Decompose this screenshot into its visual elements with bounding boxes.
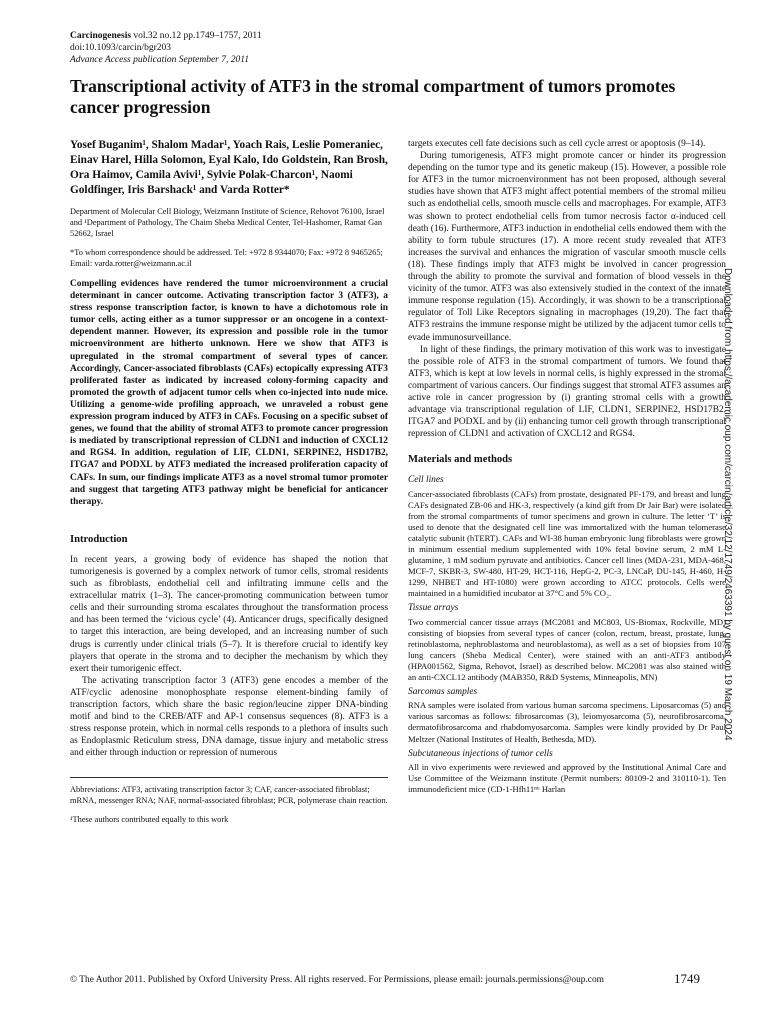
cell-lines-text: Cancer-associated fibroblasts (CAFs) from prostate, designated PF-179, and breast and lung CAFs designated ZB-06 and HK-3, respectively (a kind gift from Dr Jair Bar) were isolated from the stromal compartments of tumor specimens and grown in culture. The letter ‘T’ is used to denote that the designated cell line was immortalized with the human telomerase catalytic subunit (hTERT). CAFs and WI-38 human embryonic lung fibroblasts were grown in minimum essential medium supplemented with 10% fetal bovine serum, 2 mM L-glutamine, 1 mM sodium pyruvate and antibiotics. Cancer cell lines (MDA-231, MDA-468, MCF-7, SKBR-3, SW-480, HT-29, HCT-116, HepG-2, PC-3, LNCaP, DU-145, H-460, H-1299, NHBET and HT-1080) were grown according to ATCC protocols. Cells were maintained in a humidified incubator at 37°C and 5% CO₂. — [408, 488, 726, 599]
subcutaneous-injections-text: All in vivo experiments were reviewed and approved by the Institutional Animal Care and Use Committee of the Weizmann institute (Permit numbers: 80109-2 and 310110-1). Ten immunodeficient mice (CD-1-Hfh11ⁿᵘ Harlan — [408, 761, 726, 794]
body-paragraph: targets executes cell fate decisions such as cell cycle arrest or apoptosis (9–14). — [408, 139, 706, 149]
tissue-arrays-heading: Tissue arrays — [408, 603, 459, 614]
equal-contribution-footnote: ¹These authors contributed equally to this work — [70, 815, 229, 825]
journal-citation: vol.32 no.12 pp.1749–1757, 2011 — [131, 31, 262, 41]
journal-header — [70, 30, 262, 66]
introduction-heading: Introduction — [70, 533, 128, 545]
abstract: Compelling evidences have rendered the tumor microenvironment a crucial determinant in cancer outcome. Activating transcription factor 3 (ATF3), a stress response transcription factor, is known to have a dichotomous role in tumor cells, acting either as a tumor suppressor or an oncogene in a context-dependent manner. However, its expression and possible role in the tumor microenvironment are hitherto unknown. Here we show that ATF3 is upregulated in the stromal compartment of several types of cancer. Accordingly, Cancer-associated fibroblasts (CAFs) ectopically expressing ATF3 proliferated faster as indicated by increased colony-forming capacity and promoted the growth of adjacent tumor cells when co-injected into nude mice. Utilizing a genome-wide profiling approach, we unraveled a robust gene expression program induced by ATF3 in CAFs. Focusing on a specific subset of genes, we found that the ability of stromal ATF3 to promote cancer progression is mediated by transcriptional repression of CLDN1 and induction of CXCL12 and RGS4. In addition, regulation of LIF, CLDN1, SERPINE2, HSD17B2, ITGA7 and PODXL by ATF3 mediated the increased proliferation capacity of CAFs. In sum, our findings implicate ATF3 as a novel stromal tumor promoter and suggest that targeting ATF3 pathway might be beneficial for anticancer therapy. — [70, 279, 388, 507]
body-paragraph: During tumorigenesis, ATF3 might promote cancer or hinder its progression depending on the tumor type and its genetic makeup (15). However, a possible role for ATF3 in the tumor microenvironment has not been proposed, although several studies have shown that ATF3 might affect potential members of the stromal milieu such as endothelial cells, smooth muscle cells and macrophages. For example, ATF3 was shown to protect endothelial cells from tumor necrosis factor α-induced cell death (16). Furthermore, ATF3 induction in endothelial cells endowed them with the ability to form tubule structures (17). A more recent study revealed that ATF3 increases the survival and enhances the migration of vascular smooth muscle cells (18). These findings imply that ATF3 might be involved in cancer progression through the ability to promote the survival and formation of blood vessels in the vicinity of the tumor. ATF3 was also extensively studied in the context of the innate immune response regulation (15). Accordingly, it was shown to be a transcriptional regulator of Toll Like Receptors signaling in macrophages (19,20). The fact that ATF3 restrains the immune response might be utilized by the adjacent tumor cells to evade immunosurveillance. — [408, 151, 726, 343]
sarcomas-text: RNA samples were isolated from various human sarcoma specimens. Liposarcomas (5) and various sarcomas as follows: fibrosarcomas (3), leiomyosarcoma (5), neurofibrosarcoma, dermatofibrosarcoma and rhabdomyosarcoma. Samples were kindly provided by Dr Paul Meltzer (National Institutes of Health, Bethesda, MD). — [408, 700, 726, 744]
article-title: Transcriptional activity of ATF3 in the stromal compartment of tumors promotes cancer progression — [70, 76, 676, 117]
body-paragraph: In light of these findings, the primary motivation of this work was to investigate the possible role of ATF3 in the stromal compartment of tumors. We found that ATF3, which is kept at low levels in normal cells, is highly expressed in the stromal compartment of various cancers. Our findings suggest that stromal ATF3 assumes an active role in cancer progression by (i) granting stromal cells with a growth advantage via transcriptional regulation of LIF, CLDN1, SERPINE2, HSD17B2, ITGA7 and PODXL and by (ii) enhancing tumor cell growth through transcriptional repression of CLDN1 and activation of CXCL12 and RGS4. — [408, 344, 726, 440]
download-watermark: Downloaded from https://academic.oup.com/carcin/article/32/12/1749/2463391 by guest on 19 March 2024 — [722, 268, 733, 741]
abbreviations-footnote: Abbreviations: ATF3, activating transcription factor 3; CAF, cancer-associated fibroblast; mRNA, messenger RNA; NAF, normal-associated fibroblast; PCR, polymerase chain reaction. — [70, 785, 388, 806]
copyright-line: © The Author 2011. Published by Oxford University Press. All rights reserved. For Permissions, please email: journals.permissions@oup.com — [70, 975, 604, 985]
correspondence: *To whom correspondence should be addressed. Tel: +972 8 9344070; Fax: +972 8 9465265; Email: varda.rotter@weizmann.ac.il — [70, 248, 383, 268]
journal-name: Carcinogenesis — [70, 31, 132, 41]
affiliation: Department of Molecular Cell Biology, Weizmann Institute of Science, Rehovot 76100, Israel and ¹Department of Pathology, The Chaim Sheba Medical Center, Tel-Hashomer, Ramat Gan 52662, Israel — [70, 207, 385, 238]
materials-methods-heading: Materials and methods — [408, 454, 513, 466]
subcutaneous-injections-heading: Subcutaneous injections of tumor cells — [408, 748, 553, 759]
left-column — [70, 138, 388, 825]
cell-lines-heading: Cell lines — [408, 475, 444, 486]
tissue-arrays-text: Two commercial cancer tissue arrays (MC2081 and MC803, US-Biomax, Rockville, MD) consisting of biopsies from several types of cancer (colon, rectum, breast, prostate, lung, retinoblastoma, nephroblastoma and neuroblastoma), as well as a set of biopsies from 107 lung cancers (Sheba Medical Center), were stained with an anti-ATF3 antibody (HPA001562, Sigma, Rehovot, Israel) as described below. MC2081 was also stained with an anti-CXCL12 antibody (MAB350, R&D Systems, Minneapolis, MN) — [408, 616, 726, 683]
advance-access-note: Advance Access publication September 7, 2011 — [70, 55, 250, 65]
right-column — [408, 138, 726, 795]
footnote-divider — [70, 777, 388, 825]
introduction-paragraph: In recent years, a growing body of evidence has shaped the notion that tumorigenesis is governed by a complex network of tumor cells, stromal residents such as fibroblasts, endothelial cell and infiltrating immune cells and the extracellular matrix (1–3). The cancer-promoting communication between tumor cells and their surrounding stroma escalates throughout the transformation process and has been termed the ‘vicious cycle’ (4). Anticancer drugs, specifically designed to target this interaction, are being developed, and an increasing number of such drugs is currently under clinical trials (5–7). It is therefore crucial to identify key players that operate in the stroma and to decipher the mechanism by which they exert their tumorigenic effect. — [70, 554, 388, 674]
introduction-paragraph: The activating transcription factor 3 (ATF3) gene encodes a member of the ATF/cyclic adenosine monophosphate response element-binding family of transcription factors, which share the basic region/leucine zipper DNA-binding motif and bind to the CREB/ATF and AP-1 consensus sequences (8). ATF3 is a stress response protein, which in normal cells responds to a plethora of insults such as Endoplasmic Reticulum stress, DNA damage, tissue injury and metabolic stress and either through induction or repression of numerous — [70, 675, 388, 759]
author-list: Yosef Buganim¹, Shalom Madar¹, Yoach Rais, Leslie Pomeraniec, Einav Harel, Hilla Solomon, Eyal Kalo, Ido Goldstein, Ran Brosh, Ora Haimov, Camila Avivi¹, Sylvie Polak-Charcon¹, Naomi Goldfinger, Iris Barshack¹ and Varda Rotter* — [70, 139, 388, 196]
doi[interactable]: doi:10.1093/carcin/bgr203 — [70, 43, 172, 53]
sarcomas-heading: Sarcomas samples — [408, 687, 478, 698]
page-number: 1749 — [674, 971, 700, 986]
